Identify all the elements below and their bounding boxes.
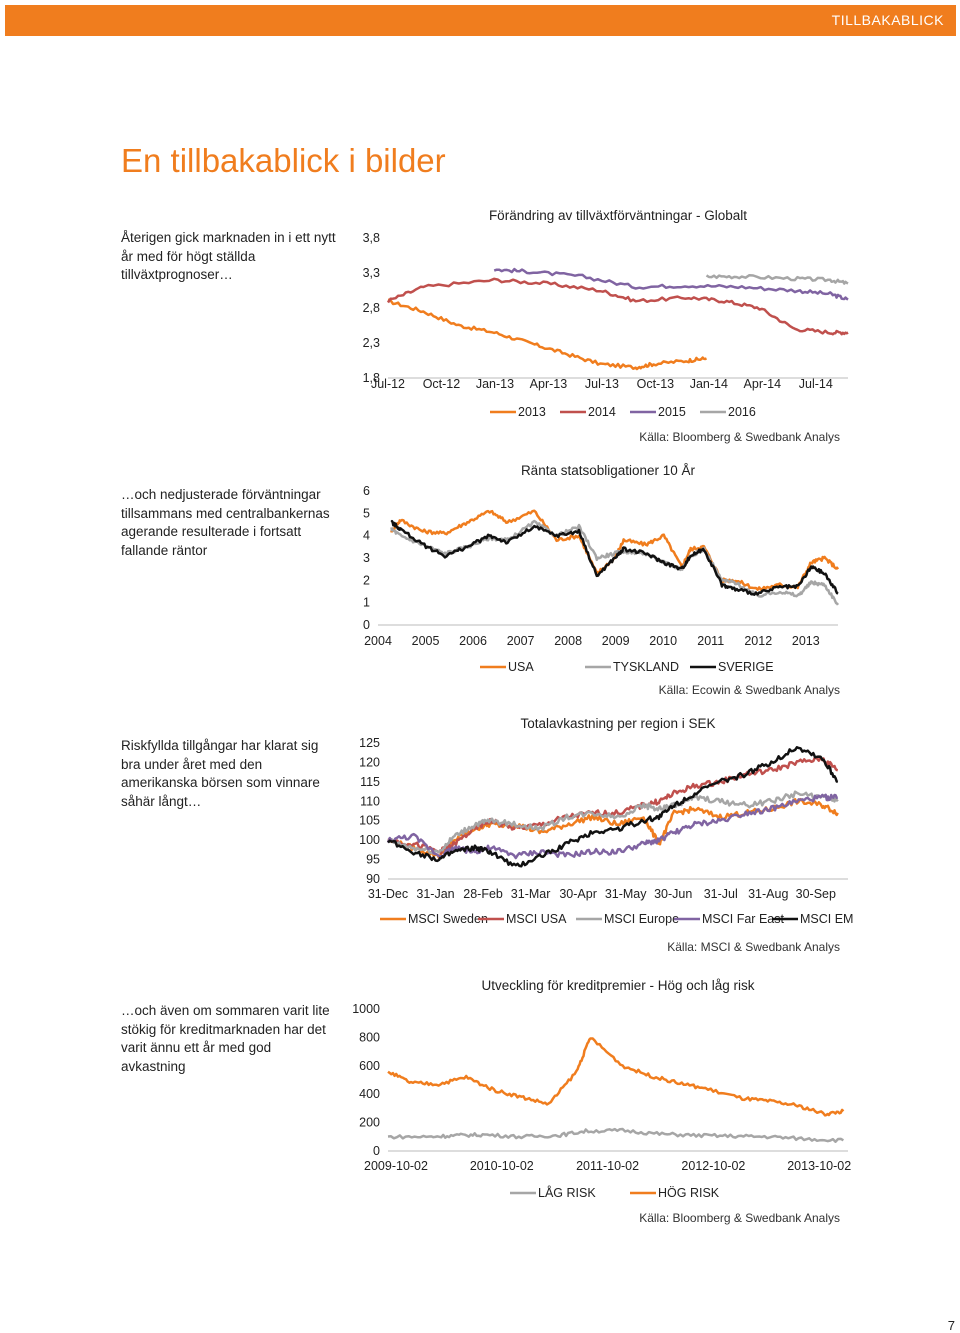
x-tick-label: 31-Mar — [510, 887, 551, 901]
series-line-HÖG RISK — [388, 1039, 843, 1116]
x-tick-label: 31-May — [604, 887, 647, 901]
x-tick-label: 2008 — [554, 634, 583, 648]
x-tick-label: 2006 — [459, 634, 487, 648]
x-tick-label: 28-Feb — [463, 887, 503, 901]
caption-4: …och även om sommaren varit lite stökig för kreditmarknaden har det varit ännu ett år med god avkastning — [121, 1003, 330, 1074]
y-tick-label: 1 — [363, 595, 370, 610]
legend-label: TYSKLAND — [613, 660, 679, 674]
x-tick-label: 2009 — [601, 634, 630, 648]
x-tick-label: 2012 — [744, 634, 773, 648]
y-tick-label: 2 — [363, 573, 370, 588]
y-tick-label: 2,3 — [362, 336, 380, 350]
legend-label: 2015 — [658, 405, 686, 419]
y-tick-label: 600 — [359, 1058, 380, 1073]
y-tick-label: 6 — [363, 484, 370, 498]
series-line-2015 — [494, 269, 848, 300]
chart-title: Ränta statsobligationer 10 År — [520, 463, 696, 478]
source-credit: Källa: Bloomberg & Swedbank Analys — [639, 1211, 840, 1225]
x-tick-label: 2012-10-02 — [681, 1159, 746, 1173]
legend-label: SVERIGE — [718, 660, 774, 674]
chart-yields-svg — [340, 455, 860, 675]
y-tick-label: 3 — [363, 551, 370, 565]
x-tick-label: Jul-14 — [798, 377, 833, 391]
x-tick-label: 2011 — [697, 634, 725, 648]
x-tick-label: Oct-13 — [636, 377, 675, 391]
x-tick-label: 30-Apr — [559, 887, 597, 901]
series-line-TYSKLAND — [391, 521, 838, 605]
chart-title: Förändring av tillväxtförväntningar - Globalt — [488, 208, 748, 223]
legend-label: HÖG RISK — [658, 1186, 720, 1200]
caption-3: Riskfyllda tillgångar har klarat sig bra under året med den amerikanska börsen som vinnare såhär långt… — [121, 738, 320, 809]
y-tick-label: 5 — [363, 506, 370, 521]
y-tick-label: 100 — [359, 833, 380, 848]
y-tick-label: 400 — [359, 1087, 380, 1102]
x-tick-label: Apr-13 — [529, 377, 568, 391]
legend-label: USA — [508, 660, 534, 674]
chart-title: Utveckling för kreditpremier - Hög och låg risk — [481, 978, 755, 993]
page-number: 7 — [947, 1318, 955, 1333]
caption-1: Återigen gick marknaden in i ett nytt år med för högt ställda tillväxtprognoser… — [121, 230, 336, 282]
chart-growth-expectations — [340, 200, 860, 420]
x-tick-label: 2013 — [791, 634, 820, 648]
x-tick-label: Oct-12 — [422, 377, 461, 391]
x-tick-label: 2010-10-02 — [469, 1159, 534, 1173]
x-tick-label: 30-Sep — [795, 887, 836, 901]
y-tick-label: 95 — [366, 852, 380, 867]
y-tick-label: 90 — [366, 872, 380, 886]
y-tick-label: 110 — [360, 794, 380, 809]
x-tick-label: 2011-10-02 — [576, 1159, 640, 1173]
source-returns: Källa: MSCI & Swedbank Analys — [667, 940, 840, 954]
chart-credit-svg — [340, 970, 860, 1200]
legend-label: 2013 — [518, 405, 546, 419]
x-tick-label: Jan-14 — [689, 377, 728, 391]
source-growth: Källa: Bloomberg & Swedbank Analys — [639, 430, 840, 444]
y-tick-label: 105 — [359, 813, 380, 828]
source-yields: Källa: Ecowin & Swedbank Analys — [658, 683, 840, 697]
x-tick-label: Jul-13 — [584, 377, 619, 391]
y-tick-label: 1000 — [352, 1002, 380, 1016]
y-tick-label: 2,8 — [362, 301, 380, 315]
legend-label: MSCI Far East — [702, 912, 784, 926]
legend-label: LÅG RISK — [538, 1186, 596, 1200]
chart-returns-svg — [340, 708, 860, 928]
section-label: TILLBAKABLICK — [831, 12, 944, 28]
chart-region-returns — [340, 708, 860, 928]
y-tick-label: 1,8 — [362, 371, 380, 385]
y-tick-label: 0 — [373, 1144, 380, 1158]
y-tick-label: 3,3 — [362, 266, 380, 280]
x-tick-label: 2013-10-02 — [787, 1159, 852, 1173]
x-tick-label: Jul-12 — [370, 377, 406, 391]
x-tick-label: 31-Jul — [703, 887, 738, 901]
y-tick-label: 3,8 — [362, 231, 380, 245]
y-tick-label: 115 — [360, 774, 380, 789]
series-line-SVERIGE — [391, 521, 838, 595]
chart-bond-yields — [340, 455, 860, 675]
x-tick-label: 2005 — [411, 634, 440, 648]
x-tick-label: 31-Jan — [416, 887, 455, 901]
legend-label: MSCI EM — [800, 912, 854, 926]
legend-label: 2014 — [588, 405, 616, 419]
y-tick-label: 200 — [359, 1115, 380, 1130]
y-tick-label: 4 — [363, 528, 370, 543]
series-line-2016 — [707, 275, 849, 283]
y-tick-label: 120 — [359, 755, 380, 770]
chart-growth-svg — [340, 200, 860, 420]
x-tick-label: 2010 — [649, 634, 678, 648]
x-tick-label: Apr-14 — [743, 377, 782, 391]
y-tick-label: 800 — [359, 1030, 380, 1045]
x-tick-label: 31-Aug — [748, 887, 789, 901]
series-line-2013 — [388, 300, 707, 369]
x-tick-label: 2009-10-02 — [364, 1159, 428, 1173]
x-tick-label: 31-Dec — [367, 887, 409, 901]
x-tick-label: 2007 — [506, 634, 535, 648]
x-tick-label: Jan-13 — [475, 377, 515, 391]
series-line-MSCI Far East — [388, 795, 838, 858]
legend-label: MSCI USA — [506, 912, 567, 926]
y-tick-label: 0 — [363, 618, 370, 632]
y-tick-label: 125 — [359, 736, 380, 750]
legend-label: MSCI Sweden — [408, 912, 488, 926]
legend-label: MSCI Europe — [604, 912, 680, 926]
page-title: En tillbakablick i bilder — [121, 142, 446, 179]
caption-2: …och nedjusterade förväntningar tillsammans med centralbankernas agerande resulterade i fortsatt fallande räntor — [121, 487, 330, 558]
section-header-bar — [5, 5, 956, 36]
series-line-LÅG RISK — [388, 1129, 843, 1142]
chart-title: Totalavkastning per region i SEK — [520, 716, 716, 731]
x-tick-label: 2004 — [364, 634, 392, 648]
chart-credit-spreads — [340, 970, 860, 1200]
legend-label: 2016 — [728, 405, 756, 419]
x-tick-label: 30-Jun — [654, 887, 693, 901]
